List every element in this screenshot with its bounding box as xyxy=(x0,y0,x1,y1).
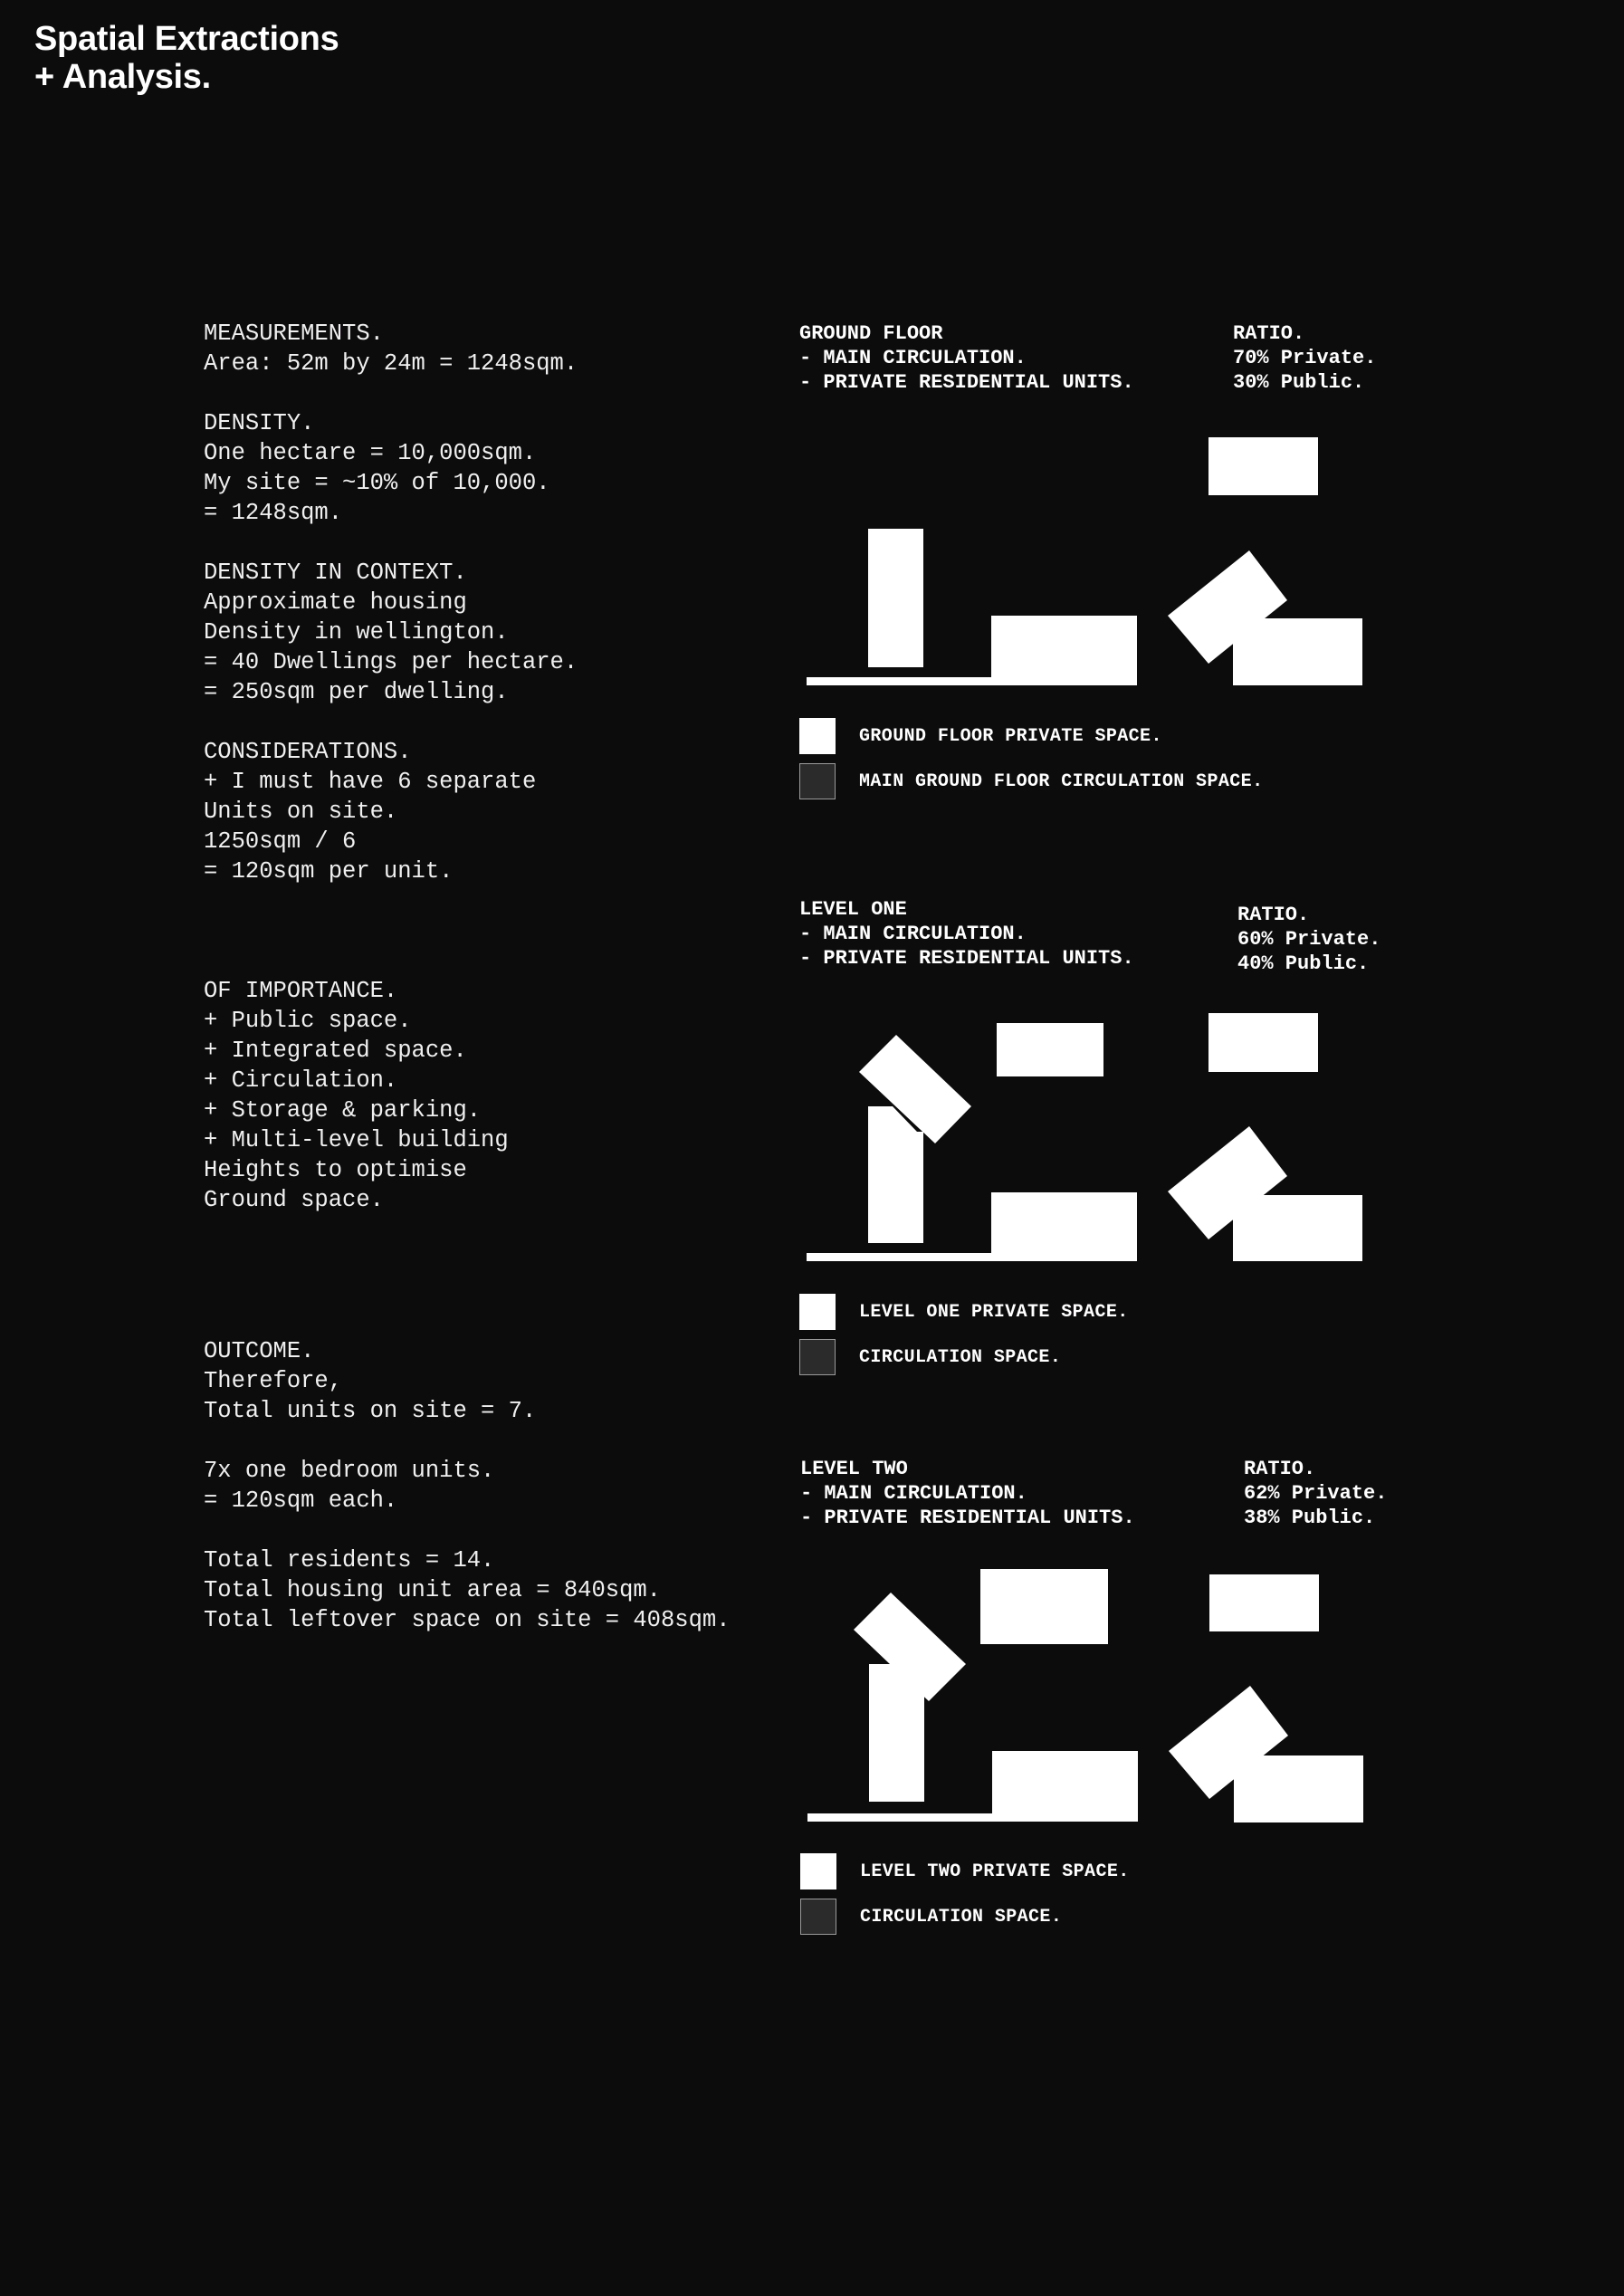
importance-line: + Storage & parking. xyxy=(204,1097,482,1124)
outcome-line: Therefore, xyxy=(204,1368,343,1394)
private-unit xyxy=(980,1569,1108,1644)
level-two-legend-private xyxy=(800,1852,1130,1890)
units-line: = 120sqm each. xyxy=(204,1488,398,1514)
private-unit xyxy=(992,1751,1138,1822)
level-two-item: - PRIVATE RESIDENTIAL UNITS. xyxy=(800,1507,1135,1529)
legend-label: LEVEL ONE PRIVATE SPACE. xyxy=(859,1301,1129,1323)
density-context-line: = 250sqm per dwelling. xyxy=(204,679,509,705)
ratio-private: 62% Private. xyxy=(1244,1482,1388,1505)
legend-label: CIRCULATION SPACE. xyxy=(859,1346,1062,1368)
level-two-legend-circulation xyxy=(800,1898,1062,1936)
considerations-line: = 120sqm per unit. xyxy=(204,858,454,885)
ratio-label: RATIO. xyxy=(1244,1458,1316,1480)
density-context-line: Density in wellington. xyxy=(204,619,509,646)
ratio-public: 40% Public. xyxy=(1237,952,1370,975)
totals-line: Total housing unit area = 840sqm. xyxy=(204,1577,661,1603)
title-line-2: + Analysis. xyxy=(34,58,211,96)
level-one-item: - PRIVATE RESIDENTIAL UNITS. xyxy=(799,947,1134,970)
ground-floor-title: GROUND FLOOR xyxy=(799,322,943,345)
importance-line: + Public space. xyxy=(204,1008,412,1034)
importance-line: Heights to optimise xyxy=(204,1157,467,1183)
importance-line: + Multi-level building xyxy=(204,1127,509,1153)
considerations-line: 1250sqm / 6 xyxy=(204,828,357,855)
ratio-private: 70% Private. xyxy=(1233,347,1377,369)
private-unit xyxy=(1209,1574,1319,1631)
ground-floor-item: - MAIN CIRCULATION. xyxy=(799,347,1027,369)
ratio-private: 60% Private. xyxy=(1237,928,1381,951)
considerations-line: + I must have 6 separate xyxy=(204,769,537,795)
density-line: My site = ~10% of 10,000. xyxy=(204,470,550,496)
units-line: 7x one bedroom units. xyxy=(204,1458,495,1484)
density-context-line: = 40 Dwellings per hectare. xyxy=(204,649,578,675)
totals-line: Total leftover space on site = 408sqm. xyxy=(204,1607,731,1633)
density-line: = 1248sqm. xyxy=(204,500,343,526)
density-line: One hectare = 10,000sqm. xyxy=(204,440,537,466)
considerations-heading: CONSIDERATIONS. xyxy=(204,739,412,765)
totals-line: Total residents = 14. xyxy=(204,1547,495,1574)
level-one-item: - MAIN CIRCULATION. xyxy=(799,923,1027,945)
ratio-label: RATIO. xyxy=(1237,904,1310,926)
measurements-heading: MEASUREMENTS. xyxy=(204,320,384,347)
private-unit xyxy=(1234,1755,1363,1822)
importance-line: + Circulation. xyxy=(204,1067,398,1094)
legend-label: GROUND FLOOR PRIVATE SPACE. xyxy=(859,725,1162,747)
ground-floor-item: - PRIVATE RESIDENTIAL UNITS. xyxy=(799,371,1134,394)
level-two-item: - MAIN CIRCULATION. xyxy=(800,1482,1027,1505)
circulation-path xyxy=(807,1813,992,1822)
legend-label: MAIN GROUND FLOOR CIRCULATION SPACE. xyxy=(859,770,1264,792)
legend-label: CIRCULATION SPACE. xyxy=(860,1906,1063,1928)
ratio-label: RATIO. xyxy=(1233,322,1305,345)
importance-heading: OF IMPORTANCE. xyxy=(204,978,398,1004)
legend-label: LEVEL TWO PRIVATE SPACE. xyxy=(860,1861,1130,1882)
circulation-space-swatch xyxy=(800,1899,836,1935)
importance-line: Ground space. xyxy=(204,1187,384,1213)
density-context-line: Approximate housing xyxy=(204,589,467,616)
considerations-line: Units on site. xyxy=(204,799,398,825)
ratio-public: 38% Public. xyxy=(1244,1507,1376,1529)
level-two-title: LEVEL TWO xyxy=(800,1458,908,1480)
level-one-title: LEVEL ONE xyxy=(799,898,907,921)
measurements-line: Area: 52m by 24m = 1248sqm. xyxy=(204,350,578,377)
outcome-heading: OUTCOME. xyxy=(204,1338,315,1364)
outcome-line: Total units on site = 7. xyxy=(204,1398,537,1424)
private-space-swatch xyxy=(800,1853,836,1889)
density-heading: DENSITY. xyxy=(204,410,315,436)
ratio-public: 30% Public. xyxy=(1233,371,1365,394)
title-line-1: Spatial Extractions xyxy=(34,20,339,58)
density-context-heading: DENSITY IN CONTEXT. xyxy=(204,560,467,586)
importance-line: + Integrated space. xyxy=(204,1038,467,1064)
